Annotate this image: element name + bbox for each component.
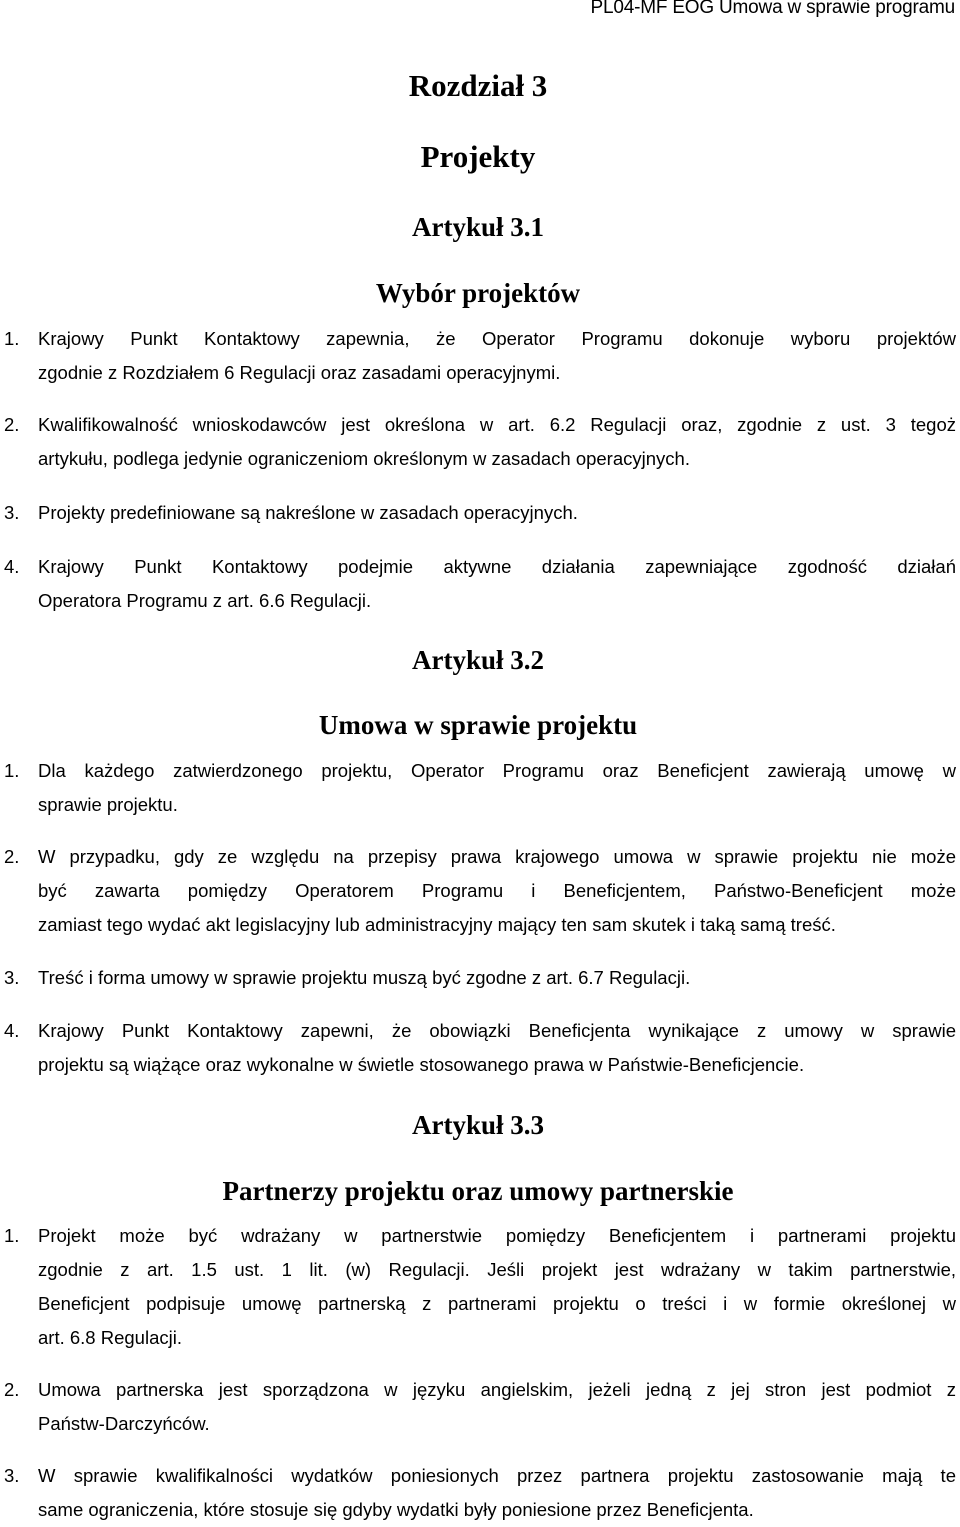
item-number: 3. bbox=[4, 967, 20, 988]
article-number: Artykuł 3.1 bbox=[411, 212, 544, 242]
article-number: Artykuł 3.3 bbox=[411, 1110, 544, 1140]
article-title: Wybór projektów bbox=[375, 278, 581, 308]
item-text-line: sprawie projektu. bbox=[38, 794, 178, 815]
item-number: 1. bbox=[4, 760, 20, 781]
item-text-line: Treść i forma umowy w sprawie projektu muszą być zgodne z art. 6.7 Regulacji. bbox=[38, 967, 691, 988]
chapter-number: Rozdział 3 bbox=[408, 68, 548, 103]
item-text-line: Beneficjent podpisuje umowę partnerską z partnerami projektu o treści i w formie określonej w bbox=[38, 1293, 956, 1314]
running-header: PL04-MF EOG Umowa w sprawie programu bbox=[590, 0, 955, 18]
item-number: 3. bbox=[4, 502, 20, 523]
item-text-line: Operatora Programu z art. 6.6 Regulacji. bbox=[38, 590, 372, 611]
item-number: 2. bbox=[4, 846, 20, 867]
item-number: 3. bbox=[4, 1465, 20, 1486]
item-text-line: zamiast tego wydać akt legislacyjny lub administracyjny mający ten sam skutek i taką samą treść. bbox=[38, 914, 836, 935]
item-number: 4. bbox=[4, 1020, 20, 1041]
item-number: 4. bbox=[4, 556, 20, 577]
item-text-line: Krajowy Punkt Kontaktowy podejmie aktywne działania zapewniające zgodność działań bbox=[38, 556, 956, 577]
item-text-line: W sprawie kwalifikalności wydatków poniesionych przez partnera projektu zastosowanie mają te bbox=[38, 1465, 956, 1486]
item-text-line: Krajowy Punkt Kontaktowy zapewni, że obowiązki Beneficjenta wynikające z umowy w sprawie bbox=[38, 1020, 956, 1041]
chapter-title: Projekty bbox=[420, 139, 536, 174]
item-number: 1. bbox=[4, 1225, 20, 1246]
item-text-line: być zawarta pomiędzy Operatorem Programu i Beneficjentem, Państwo-Beneficjent może bbox=[38, 880, 956, 901]
item-text-line: art. 6.8 Regulacji. bbox=[38, 1327, 182, 1348]
article-title: Umowa w sprawie projektu bbox=[318, 710, 638, 740]
item-text-line: Projekt może być wdrażany w partnerstwie pomiędzy Beneficjentem i partnerami projektu bbox=[38, 1225, 956, 1246]
item-text-line: Krajowy Punkt Kontaktowy zapewnia, że Operator Programu dokonuje wyboru projektów bbox=[38, 328, 956, 349]
item-text-line: Projekty predefiniowane są nakreślone w zasadach operacyjnych. bbox=[38, 502, 578, 523]
item-number: 2. bbox=[4, 1379, 20, 1400]
item-text-line: artykułu, podlega jedynie ograniczeniom określonym w zasadach operacyjnych. bbox=[38, 448, 690, 469]
item-number: 1. bbox=[4, 328, 20, 349]
item-text-line: zgodnie z Rozdziałem 6 Regulacji oraz zasadami operacyjnymi. bbox=[38, 362, 561, 383]
item-text-line: Kwalifikowalność wnioskodawców jest określona w art. 6.2 Regulacji oraz, zgodnie z ust. 3 tegoż bbox=[38, 414, 956, 435]
item-text-line: Umowa partnerska jest sporządzona w języku angielskim, jeżeli jedną z jej stron jest podmiot z bbox=[38, 1379, 956, 1400]
item-number: 2. bbox=[4, 414, 20, 435]
item-text-line: W przypadku, gdy ze względu na przepisy prawa krajowego umowa w sprawie projektu nie może bbox=[38, 846, 956, 867]
item-text-line: projektu są wiążące oraz wykonalne w świetle stosowanego prawa w Państwie-Beneficjencie. bbox=[38, 1054, 805, 1075]
article-number: Artykuł 3.2 bbox=[411, 645, 544, 675]
article-title: Partnerzy projektu oraz umowy partnerskie bbox=[222, 1176, 734, 1206]
item-text-line: Państw-Darczyńców. bbox=[38, 1413, 210, 1434]
item-text-line: Dla każdego zatwierdzonego projektu, Operator Programu oraz Beneficjent zawierają umowę w bbox=[38, 760, 956, 781]
item-text-line: zgodnie z art. 1.5 ust. 1 lit. (w) Regulacji. Jeśli projekt jest wdrażany w takim partnerstwie, bbox=[38, 1259, 956, 1280]
item-text-line: same ograniczenia, które stosuje się gdyby wydatki były poniesione przez Beneficjenta. bbox=[38, 1499, 754, 1520]
